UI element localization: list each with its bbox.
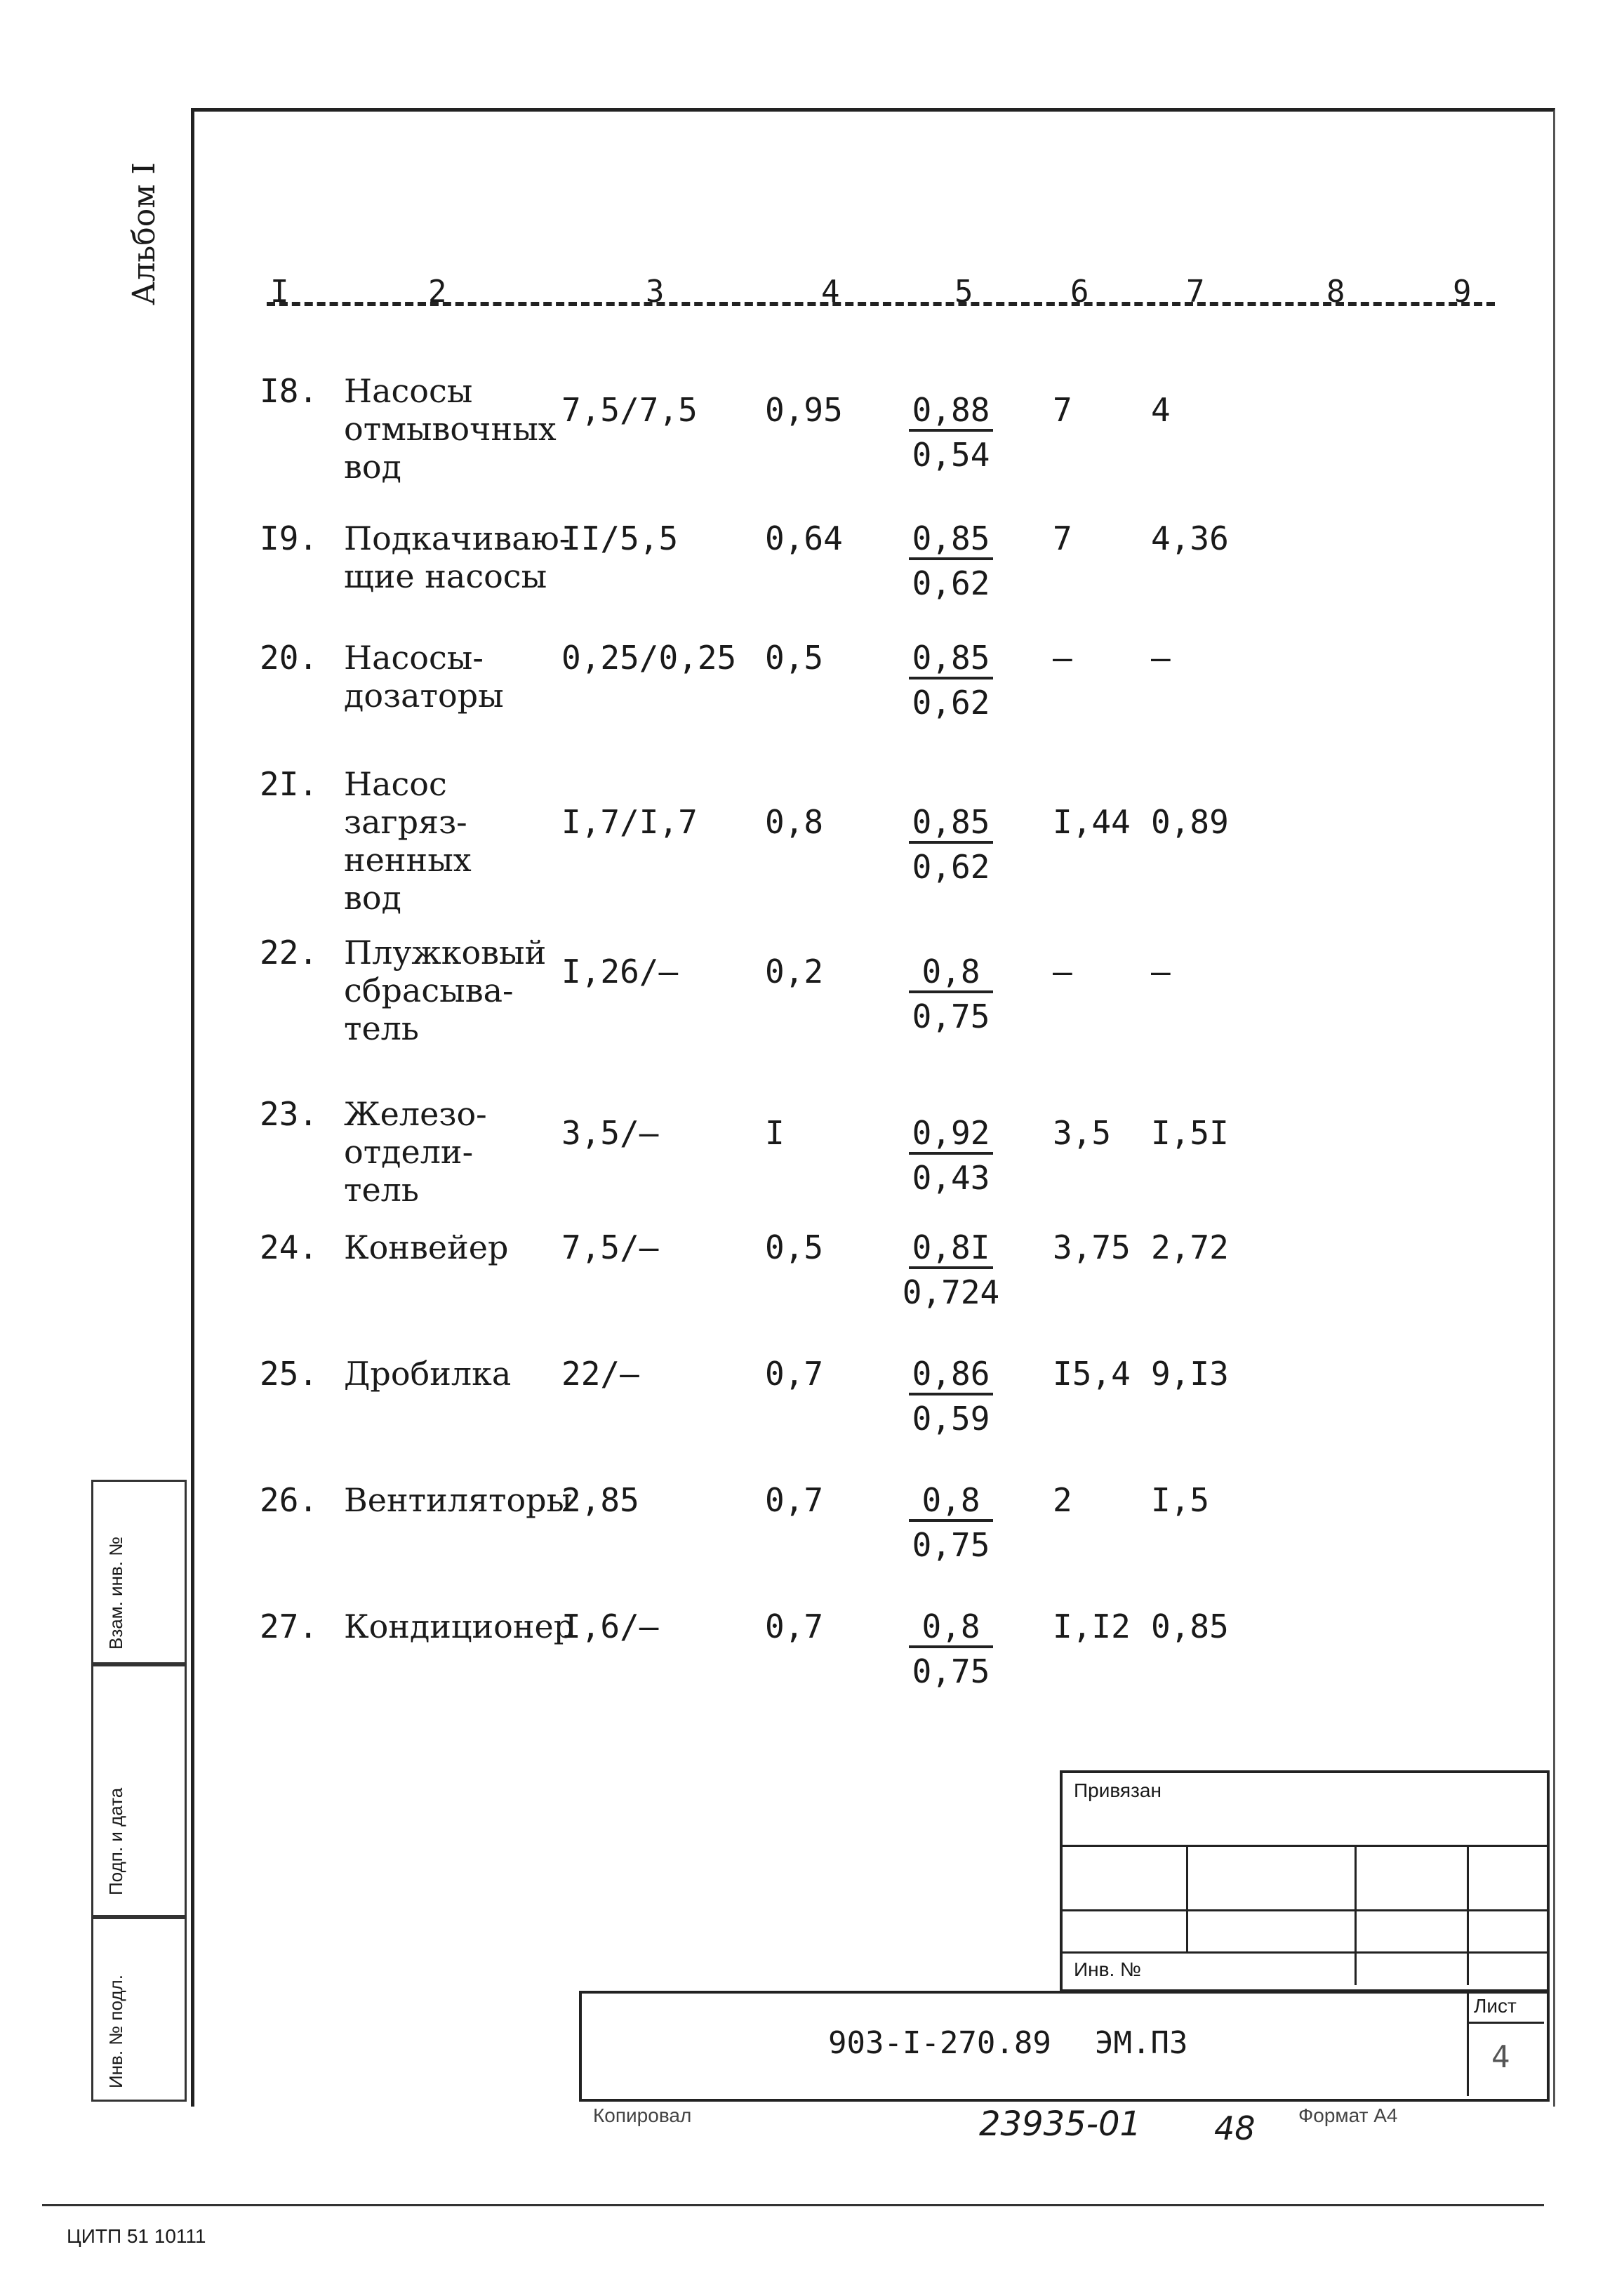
tg-phi: 0,75 — [912, 997, 990, 1035]
header-dashed-line — [267, 302, 1495, 306]
cos-phi: 0,85 — [909, 803, 993, 844]
column-numbers — [267, 274, 1495, 316]
row-number: 24. — [260, 1228, 319, 1266]
cos-phi: 0,86 — [909, 1355, 993, 1395]
active-load-value: 3,5 — [1053, 1114, 1112, 1152]
column-number: 6 — [1070, 274, 1089, 310]
stamp-line — [1186, 1845, 1188, 1951]
utilization-coefficient: 0,8 — [765, 803, 824, 841]
row-number: 20. — [260, 639, 319, 677]
equipment-name: Плужковый сбрасыва- тель — [344, 934, 547, 1047]
stamp-line — [1355, 1845, 1357, 1985]
active-load-value: 7 — [1053, 519, 1072, 557]
cos-phi: 0,92 — [909, 1114, 993, 1155]
bottom-line — [42, 2204, 1544, 2206]
format-label: Формат А4 — [1298, 2104, 1398, 2126]
tg-phi: 0,54 — [912, 436, 990, 474]
stamp-line — [1060, 1909, 1547, 1911]
row-number: 25. — [260, 1355, 319, 1393]
active-load-value: 7 — [1053, 391, 1072, 429]
column-number: 5 — [954, 274, 973, 310]
column-number: 3 — [646, 274, 665, 310]
power-value: 2,85 — [561, 1481, 639, 1519]
kopiroval-label: Копировал — [593, 2104, 692, 2126]
reactive-load-value: I,5I — [1151, 1114, 1229, 1152]
reactive-load-value: 4,36 — [1151, 519, 1229, 557]
column-number: 4 — [821, 274, 840, 310]
equipment-name: Железо- отдели- тель — [344, 1095, 487, 1209]
order-number: 23935-01 — [979, 2104, 1142, 2144]
tg-phi: 0,75 — [912, 1652, 990, 1690]
utilization-coefficient: 0,64 — [765, 519, 843, 557]
page-number: 48 — [1214, 2109, 1256, 2147]
column-number: I — [270, 274, 289, 310]
tg-phi: 0,62 — [912, 684, 990, 722]
power-value: II/5,5 — [561, 519, 679, 557]
cos-phi: 0,85 — [909, 639, 993, 679]
utilization-coefficient: 0,7 — [765, 1481, 824, 1519]
utilization-coefficient: 0,7 — [765, 1607, 824, 1645]
cos-phi: 0,8I — [909, 1228, 993, 1269]
power-factor-fraction — [888, 1355, 1014, 1438]
tg-phi: 0,43 — [912, 1159, 990, 1197]
active-load-value: 2 — [1053, 1481, 1072, 1519]
sheet-number: 4 — [1491, 2039, 1510, 2075]
equipment-name: Кондиционер — [344, 1607, 575, 1645]
reactive-load-value: 2,72 — [1151, 1228, 1229, 1266]
stamp-line — [1060, 1951, 1547, 1954]
power-value: I,6/– — [561, 1607, 659, 1645]
equipment-name: Вентиляторы — [344, 1481, 573, 1519]
equipment-name: Подкачиваю- щие насосы — [344, 519, 571, 595]
reactive-load-value: 0,85 — [1151, 1607, 1229, 1645]
document-code: 903-I-270.89 — [828, 2025, 1051, 2061]
tg-phi: 0,75 — [912, 1526, 990, 1564]
row-number: 23. — [260, 1095, 319, 1133]
active-load-value: I5,4 — [1053, 1355, 1131, 1393]
row-number: 26. — [260, 1481, 319, 1519]
privyazan-label: Привязан — [1074, 1779, 1162, 1801]
equipment-name: Насос загряз- ненных вод — [344, 765, 472, 917]
power-value: 0,25/0,25 — [561, 639, 737, 677]
side-label-vzam: Взам. инв. № — [105, 1536, 126, 1650]
power-value: 22/– — [561, 1355, 639, 1393]
cos-phi: 0,8 — [909, 1481, 993, 1522]
column-number: 2 — [428, 274, 447, 310]
power-value: I,7/I,7 — [561, 803, 698, 841]
active-load-value: – — [1053, 953, 1072, 990]
column-number: 9 — [1453, 274, 1472, 310]
tg-phi: 0,59 — [912, 1400, 990, 1438]
stamp-line — [1467, 1845, 1469, 1985]
inv-no-label: Инв. № — [1074, 1958, 1142, 1980]
active-load-value: 3,75 — [1053, 1228, 1131, 1266]
utilization-coefficient: 0,5 — [765, 1228, 824, 1266]
row-number: 2I. — [260, 765, 319, 803]
reactive-load-value: I,5 — [1151, 1481, 1210, 1519]
stamp-line — [1060, 1845, 1547, 1847]
power-factor-fraction — [888, 639, 1014, 722]
power-factor-fraction — [888, 1228, 1014, 1311]
reactive-load-value: – — [1151, 639, 1171, 677]
power-factor-fraction — [888, 1607, 1014, 1690]
tg-phi: 0,62 — [912, 848, 990, 886]
column-number: 8 — [1326, 274, 1345, 310]
utilization-coefficient: 0,7 — [765, 1355, 824, 1393]
equipment-name: Дробилка — [344, 1355, 512, 1393]
reactive-load-value: 9,I3 — [1151, 1355, 1229, 1393]
utilization-coefficient: I — [765, 1114, 785, 1152]
power-factor-fraction — [888, 953, 1014, 1035]
power-factor-fraction — [888, 803, 1014, 886]
active-load-value: I,44 — [1053, 803, 1131, 841]
document-suffix: ЭМ.ПЗ — [1095, 2025, 1188, 2061]
equipment-name: Насоcы отмывочных вод — [344, 372, 557, 486]
power-factor-fraction — [888, 519, 1014, 602]
power-factor-fraction — [888, 391, 1014, 474]
equipment-name: Конвейер — [344, 1228, 509, 1266]
row-number: 27. — [260, 1607, 319, 1645]
title-block-line — [1467, 2022, 1544, 2024]
cos-phi: 0,8 — [909, 953, 993, 993]
row-number: 22. — [260, 934, 319, 972]
power-factor-fraction — [888, 1114, 1014, 1197]
column-number: 7 — [1186, 274, 1205, 310]
row-number: I9. — [260, 519, 319, 557]
title-block-line — [1467, 1991, 1469, 2096]
active-load-value: I,I2 — [1053, 1607, 1131, 1645]
power-value: 3,5/– — [561, 1114, 659, 1152]
print-code: ЦИТП 51 10111 — [67, 2225, 206, 2247]
reactive-load-value: 4 — [1151, 391, 1171, 429]
cos-phi: 0,8 — [909, 1607, 993, 1648]
row-number: I8. — [260, 372, 319, 410]
power-value: I,26/– — [561, 953, 679, 990]
power-factor-fraction — [888, 1481, 1014, 1564]
utilization-coefficient: 0,2 — [765, 953, 824, 990]
reactive-load-value: 0,89 — [1151, 803, 1229, 841]
tg-phi: 0,724 — [902, 1273, 1000, 1311]
active-load-value: – — [1053, 639, 1072, 677]
reactive-load-value: – — [1151, 953, 1171, 990]
side-label-inv-podl: Инв. № подл. — [105, 1975, 126, 2088]
power-value: 7,5/7,5 — [561, 391, 698, 429]
side-label-podp: Подп. и дата — [105, 1787, 126, 1895]
tg-phi: 0,62 — [912, 564, 990, 602]
album-label: Альбом I — [126, 162, 162, 305]
utilization-coefficient: 0,95 — [765, 391, 843, 429]
equipment-name: Насосы- дозаторы — [344, 639, 504, 715]
cos-phi: 0,85 — [909, 519, 993, 560]
cos-phi: 0,88 — [909, 391, 993, 432]
utilization-coefficient: 0,5 — [765, 639, 824, 677]
sheet-label: Лист — [1474, 1995, 1517, 2017]
title-block — [579, 1991, 1550, 2102]
power-value: 7,5/– — [561, 1228, 659, 1266]
